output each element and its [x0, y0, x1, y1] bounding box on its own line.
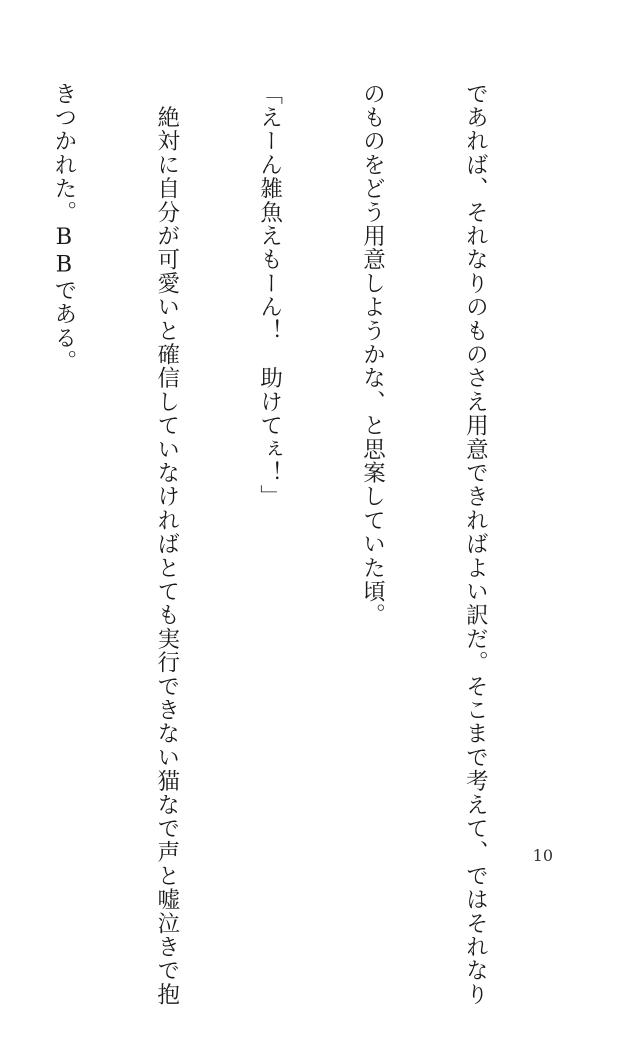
text-line-4: 絶対に自分が可愛いと確信していなければとても実行できない猫なで声と嘘泣きで抱 — [153, 82, 180, 1007]
page-number: 10 — [532, 846, 553, 865]
text-line-2: のものをどう用意しようかな、と思案していた頃。 — [359, 82, 386, 628]
text-line-1: であれば、それなりのものさえ用意できればよい訳だ。そこまで考えて、ではそれなり — [462, 82, 489, 1007]
text-line-3: 「えーん雑魚えもーん！ 助けてぇ！」 — [256, 82, 283, 509]
text-line-5: きつかれた。BBである。 — [50, 82, 77, 374]
